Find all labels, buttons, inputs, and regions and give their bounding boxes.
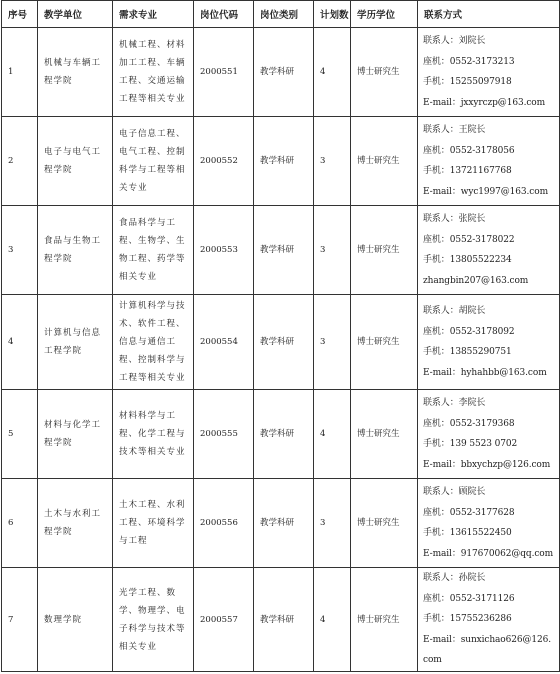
cell-seq: 1 — [2, 28, 38, 117]
contact-mobile: 手机：13855290751 — [423, 347, 512, 357]
cell-contact — [418, 117, 560, 206]
cell-plan: 4 — [314, 390, 351, 479]
contact-phone: 座机：0552-3171126 — [423, 593, 515, 604]
cell-category: 教学科研 — [254, 568, 314, 672]
cell-degree: 博士研究生 — [351, 117, 418, 206]
cell-contact — [418, 568, 560, 672]
cell-unit: 电子与电气工程学院 — [38, 117, 113, 206]
contact-mobile: 手机：13721167768 — [423, 166, 512, 176]
cell-degree: 博士研究生 — [351, 28, 418, 117]
cell-plan: 4 — [314, 28, 351, 117]
cell-category: 教学科研 — [254, 479, 314, 568]
header-category: 岗位类别 — [254, 1, 314, 28]
cell-major: 电子信息工程、电气工程、控制科学与工程等相关专业 — [113, 117, 194, 206]
cell-unit: 数理学院 — [38, 568, 113, 672]
cell-unit: 土木与水利工程学院 — [38, 479, 113, 568]
cell-major: 食品科学与工程、生物学、生物工程、药学等相关专业 — [113, 206, 194, 295]
cell-contact — [418, 206, 560, 295]
cell-seq: 3 — [2, 206, 38, 295]
cell-major: 光学工程、数学、物理学、电子科学与技术等相关专业 — [113, 568, 194, 672]
cell-category: 教学科研 — [254, 390, 314, 479]
header-major: 需求专业 — [113, 1, 194, 28]
cell-contact — [418, 390, 560, 479]
contact-person: 联系人：孙院长 — [423, 573, 486, 584]
cell-plan: 3 — [314, 117, 351, 206]
cell-seq: 6 — [2, 479, 38, 568]
cell-category: 教学科研 — [254, 28, 314, 117]
cell-seq: 2 — [2, 117, 38, 206]
table-row — [2, 295, 560, 390]
cell-degree: 博士研究生 — [351, 295, 418, 390]
contact-phone: 座机：0552-3179368 — [423, 418, 515, 429]
header-contact: 联系方式 — [418, 1, 560, 28]
header-seq: 序号 — [2, 1, 38, 28]
contact-phone: 座机：0552-3178056 — [423, 145, 515, 156]
contact-person: 联系人：顾院长 — [423, 487, 486, 497]
cell-category: 教学科研 — [254, 206, 314, 295]
cell-code: 2000551 — [194, 28, 254, 117]
contact-email: E-mail：wyc1997@163.com — [423, 186, 548, 197]
cell-contact — [418, 479, 560, 568]
cell-plan: 3 — [314, 206, 351, 295]
cell-unit: 计算机与信息工程学院 — [38, 295, 113, 390]
contact-mobile: 手机：139 5523 0702 — [423, 439, 518, 449]
table-row — [2, 206, 560, 295]
cell-code: 2000555 — [194, 390, 254, 479]
table-row — [2, 28, 560, 117]
cell-unit: 食品与生物工程学院 — [38, 206, 113, 295]
contact-mobile: 手机：15255097918 — [423, 77, 512, 87]
cell-contact — [418, 295, 560, 390]
contact-mobile: 手机：15755236286 — [423, 614, 512, 625]
cell-plan: 3 — [314, 295, 351, 390]
cell-major: 计算机科学与技术、软件工程、信息与通信工程、控制科学与工程等相关专业 — [113, 295, 194, 390]
cell-code: 2000553 — [194, 206, 254, 295]
cell-major: 材料科学与工程、化学工程与技术等相关专业 — [113, 390, 194, 479]
contact-email: E-mail：bbxychzp@126.com — [423, 459, 551, 470]
cell-category: 教学科研 — [254, 295, 314, 390]
cell-seq: 7 — [2, 568, 38, 672]
contact-email: E-mail：917670062@qq.com — [423, 548, 554, 559]
cell-code: 2000556 — [194, 479, 254, 568]
contact-mobile: 手机：13615522450 — [423, 528, 512, 538]
table-row — [2, 390, 560, 479]
cell-plan: 4 — [314, 568, 351, 672]
contact-person: 联系人：张院长 — [423, 214, 486, 224]
contact-email-continued: com — [423, 655, 442, 666]
cell-degree: 博士研究生 — [351, 479, 418, 568]
cell-code: 2000554 — [194, 295, 254, 390]
contact-email: E-mail：jxxyrczp@163.com — [423, 97, 546, 108]
table-row — [2, 117, 560, 206]
table-row — [2, 479, 560, 568]
cell-code: 2000552 — [194, 117, 254, 206]
cell-unit: 机械与车辆工程学院 — [38, 28, 113, 117]
contact-phone: 座机：0552-3173213 — [423, 56, 515, 67]
contact-email: E-mail：hyhahbb@163.com — [423, 367, 547, 378]
cell-seq: 5 — [2, 390, 38, 479]
header-degree: 学历学位 — [351, 1, 418, 28]
contact-person: 联系人：王院长 — [423, 125, 486, 135]
cell-major: 机械工程、材料加工工程、车辆工程、交通运输工程等相关专业 — [113, 28, 194, 117]
header-code: 岗位代码 — [194, 1, 254, 28]
header-row — [2, 1, 560, 28]
contact-phone: 座机：0552-3178092 — [423, 326, 515, 337]
contact-phone: 座机：0552-3177628 — [423, 507, 515, 518]
contact-email: E-mail：sunxichao626@126. — [423, 634, 552, 645]
cell-category: 教学科研 — [254, 117, 314, 206]
table-row — [2, 568, 560, 672]
contact-person: 联系人：李院长 — [423, 398, 486, 408]
recruitment-table — [1, 0, 560, 672]
cell-degree: 博士研究生 — [351, 390, 418, 479]
header-plan: 计划数 — [314, 1, 351, 28]
contact-mobile: 手机：13805522234 — [423, 255, 512, 265]
cell-plan: 3 — [314, 479, 351, 568]
cell-major: 土木工程、水利工程、环境科学与工程 — [113, 479, 194, 568]
contact-person: 联系人：刘院长 — [423, 36, 486, 46]
header-unit: 教学单位 — [38, 1, 113, 28]
cell-contact — [418, 28, 560, 117]
cell-unit: 材料与化学工程学院 — [38, 390, 113, 479]
contact-person: 联系人：胡院长 — [423, 306, 486, 316]
cell-degree: 博士研究生 — [351, 568, 418, 672]
cell-degree: 博士研究生 — [351, 206, 418, 295]
table-body — [2, 28, 560, 672]
contact-phone: 座机：0552-3178022 — [423, 234, 515, 245]
contact-email: zhangbin207@163.com — [423, 275, 529, 286]
cell-code: 2000557 — [194, 568, 254, 672]
cell-seq: 4 — [2, 295, 38, 390]
